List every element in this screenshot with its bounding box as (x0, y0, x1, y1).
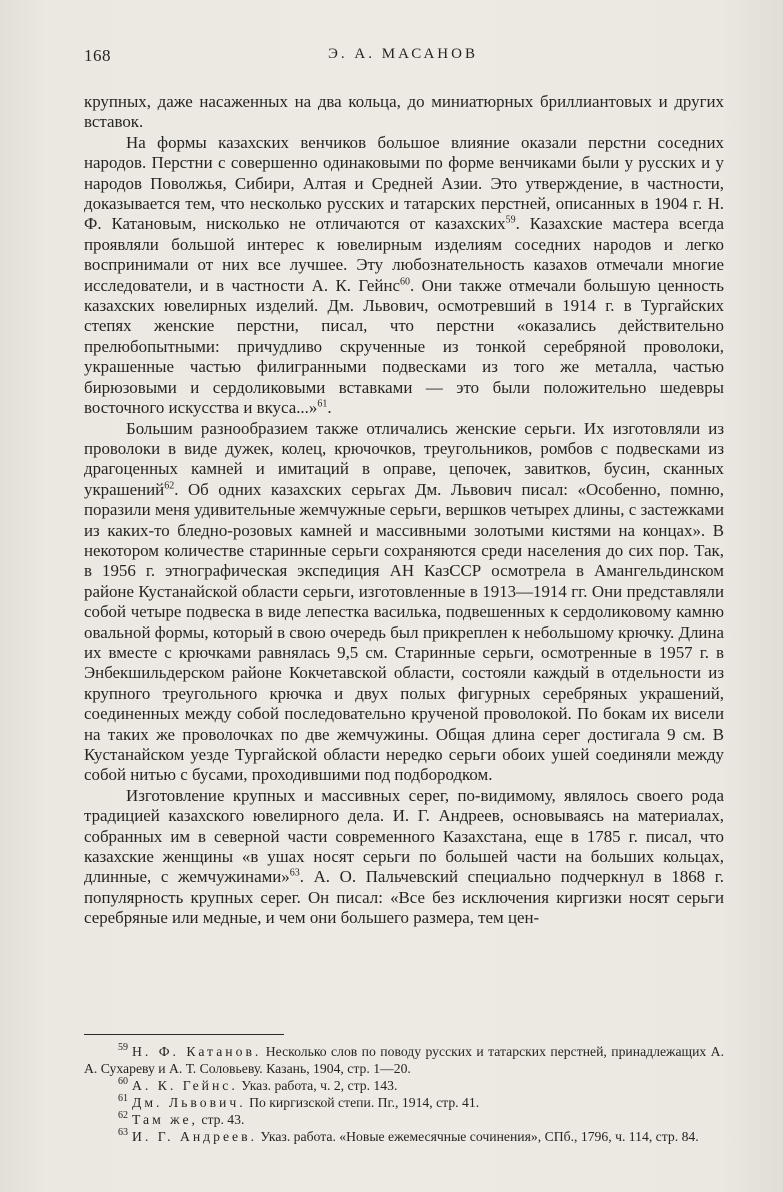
footnote: $^{59}$ Н. Ф. Катанов. Несколько слов по поводу русских и татарских перстней, принадлежащих А. А. Сухареву и А. Т. Соловьеву. Казань, 1904, стр. 1—20. (84, 1042, 724, 1076)
page-header (84, 46, 722, 68)
footnote-divider (84, 1034, 284, 1035)
footnote-author: Там же, (132, 1112, 198, 1127)
footnote-author: Дм. Львович. (132, 1095, 246, 1110)
paragraph: крупных, даже насаженных на два кольца, до миниатюрных бриллиантовых и других вставок. (84, 92, 724, 132)
main-text (84, 92, 724, 929)
footnote: $^{60}$ А. К. Гейнс. Указ. работа, ч. 2, стр. 143. (118, 1076, 398, 1093)
paragraph: На формы казахских венчиков большое влияние оказали перстни соседних народов. Перстни с совершенно одинаковыми по форме венчиками были у русских и у народов Поволжья, Сибири, Алтая и Средней Азии. Это утверждение, в частности, доказывается тем, что несколько русских и татарских перстней, описанных в 1904 г. Н. Ф. Катановым, нисколько не отличаются от казахских$^{59}$. Казахские мастера всегда проявляли большой интерес к ювелирным изделиям соседних народов и легко воспринимали от них все лучшее. Эту любознательность казахов отмечали многие исследователи, и в частности А. К. Гейнс$^{60}$. Они также отмечали большую ценность казахских ювелирных изделий. Дм. Львович, осмотревший в 1914 г. в Тургайских степях женские перстни, писал, что перстни «оказались действительно прелюбопытными: причудливо скрученные из тонкой серебряной проволоки, украшенные частью филигранными подвесками из того же металла, частью бирюзовыми и сердоликовыми вставками — это были положительно шедевры восточного искусства и вкуса...»$^{61}$. (84, 132, 724, 418)
paragraph: Изготовление крупных и массивных серег, по-видимому, являлось своего рода традицией казахского ювелирного дела. И. Г. Андреев, основываясь на материалах, собранных им в северной части современного Казахстана, еще в 1785 г. писал, что казахские женщины «в ушах носят серьги по большей части на больших кольцах, длинные, с жемчужинами»$^{63}$. А. О. Пальчевский специально подчеркнул в 1868 г. популярность крупных серег. Он писал: «Все без исключения киргизки носят серьги серебряные или медные, и чем они большего размера, тем цен- (84, 785, 724, 928)
paragraph: Большим разнообразием также отличались женские серьги. Их изготовляли из проволоки в виде дужек, колец, крючочков, треугольников, ромбов с подвесками из драгоценных камней и имитаций в оправе, цепочек, завитков, бусин, сканных украшений$^{62}$. Об одних казахских серьгах Дм. Львович писал: «Особенно, помню, поразили меня удивительные жемчужные серьги, вершков четырех длины, с застежками из каких-то бледно-розовых камней и массивными золотыми кистями на концах». В некотором количестве старинные серьги сохраняются среди населения до сих пор. Так, в 1956 г. этнографическая экспедиция АН КазССР осмотрела в Амангельдинском районе Кустанайской области серьги, изготовленные в 1913—1914 гг. Они представляли собой четыре подвеска в виде лепестка василька, подвешенных к сердоликовому камню овальной формы, который в свою очередь был прикреплен к небольшому крючку. Длина их вместе с крючками равнялась 9,5 см. Старинные серьги, осмотренные в 1957 г. в Энбекшильдерском районе Кокчетавской области, состояли каждый в отдельности из крупного треугольного крючка и двух полых фигурных серебряных украшений, соединенных между собой последовательно крученой проволокой. По бокам их висели на таких же проволочках по две жемчужины. Общая длина серег достигала 9 см. В Кустанайском уезде Тургайской области нередко серьги обоих ушей соединяли между собой нитью с бусами, проходившими под подбородком. (84, 418, 724, 785)
footnote-ref: 60 (399, 276, 410, 288)
footnote-ref: 62 (164, 480, 175, 492)
footnote-ref: 63 (289, 867, 300, 879)
footnote-ref: 59 (505, 214, 516, 226)
footnote: $^{62}$ Там же, стр. 43. (118, 1110, 245, 1127)
footnote: $^{63}$ И. Г. Андреев. Указ. работа. «Новые ежемесячные сочинения», СПб., 1796, ч. 114, стр. 84. (118, 1127, 699, 1144)
footnote: $^{61}$ Дм. Львович. По киргизской степи. Пг., 1914, стр. 41. (118, 1093, 480, 1110)
footnote-author: А. К. Гейнс. (132, 1078, 238, 1093)
footnote-author: И. Г. Андреев. (132, 1129, 257, 1144)
running-title: Э. А. МАСАНОВ (328, 46, 478, 62)
footnote-ref: 61 (317, 398, 328, 410)
footnotes (84, 1043, 724, 1145)
footnote-author: Н. Ф. Катанов. (132, 1044, 262, 1059)
page-number: 168 (84, 46, 111, 65)
